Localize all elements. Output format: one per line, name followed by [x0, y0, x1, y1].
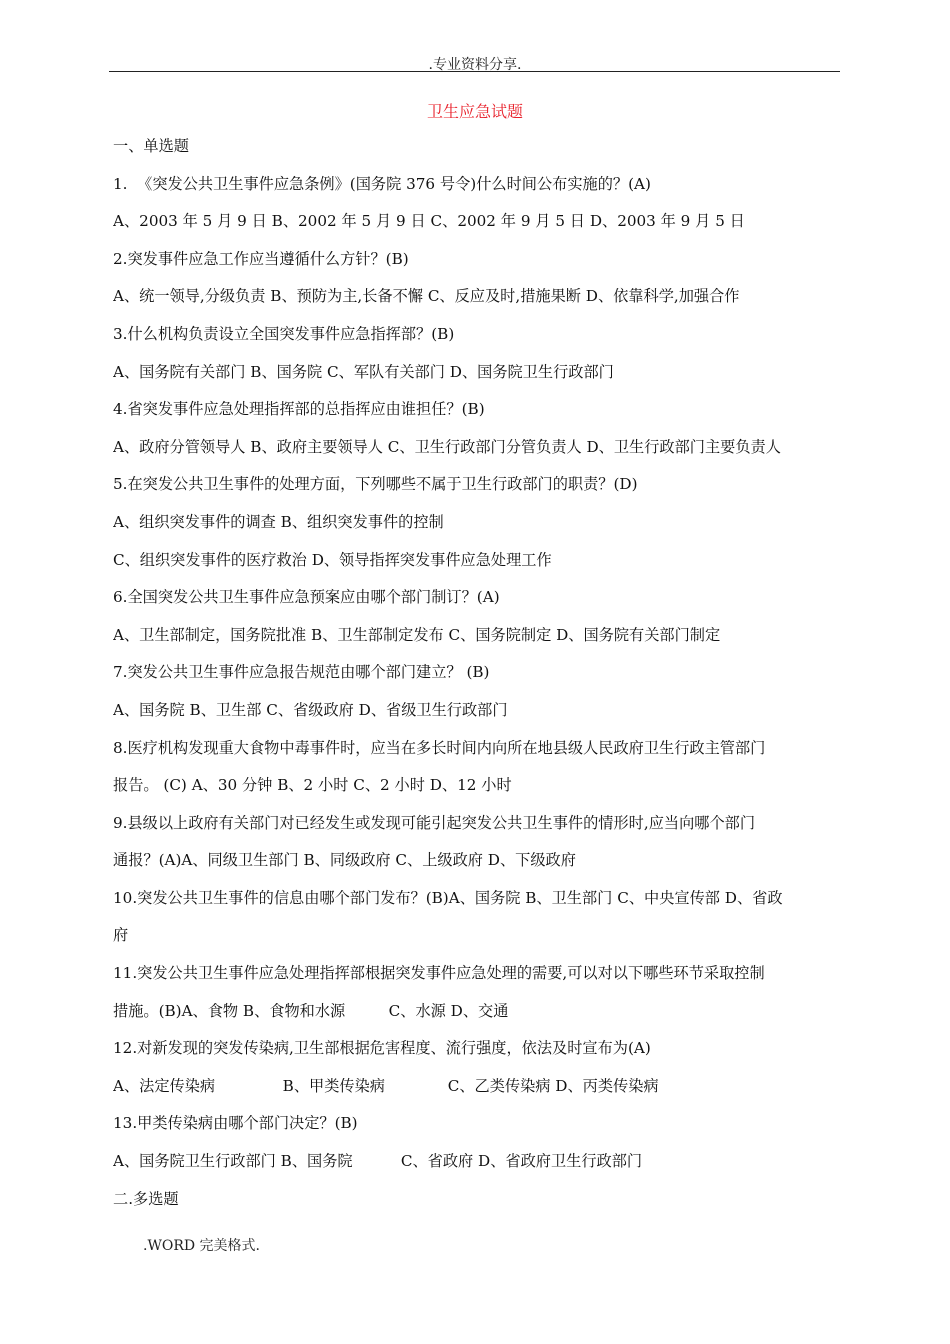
options-line: A、国务院 B、卫生部 C、省级政府 D、省级卫生行政部门	[113, 700, 508, 719]
question-line: 7.突发公共卫生事件应急报告规范由哪个部门建立？ (B)	[113, 663, 490, 682]
question-list	[113, 128, 845, 1218]
question-line: 9.县级以上政府有关部门对已经发生或发现可能引起突发公共卫生事件的情形时,应当向哪个部门	[113, 813, 756, 832]
document-title: 卫生应急试题	[426, 102, 523, 121]
question-line: 12.对新发现的突发传染病,卫生部根据危害程度、流行强度，依法及时宣布为(A)	[113, 1039, 651, 1058]
question-line: 3.什么机构负责设立全国突发事件应急指挥部？(B)	[113, 324, 455, 343]
options-line: A、组织突发事件的调查 B、组织突发事件的控制	[113, 512, 444, 531]
question-line: 6.全国突发公共卫生事件应急预案应由哪个部门制订？(A)	[113, 588, 500, 607]
header-divider	[109, 71, 840, 72]
page-footer-text: .WORD 完美格式.	[143, 1238, 260, 1254]
options-line: A、法定传染病 B、甲类传染病 C、乙类传染病 D、丙类传染病	[113, 1076, 659, 1095]
question-line: 1. 《突发公共卫生事件应急条例》(国务院 376 号令)什么时间公布实施的？(A)	[113, 174, 651, 193]
page-header-text: .专业资料分享.	[428, 57, 522, 73]
options-line: A、卫生部制定，国务院批准 B、卫生部制定发布 C、国务院制定 D、国务院有关部门制定	[113, 625, 721, 644]
question-line: 2.突发事件应急工作应当遵循什么方针？(B)	[113, 249, 409, 268]
question-line: 5.在突发公共卫生事件的处理方面，下列哪些不属于卫生行政部门的职责？(D)	[113, 475, 638, 494]
question-line: 10.突发公共卫生事件的信息由哪个部门发布？(B)A、国务院 B、卫生部门 C、中央宣传部 D、省政	[113, 888, 783, 907]
question-line-continued: 报告。 (C) A、30 分钟 B、2 小时 C、2 小时 D、12 小时	[113, 776, 512, 795]
options-line: A、2003 年 5 月 9 日 B、2002 年 5 月 9 日 C、2002 年 9 月 5 日 D、2003 年 9 月 5 日	[113, 212, 745, 231]
options-line: A、国务院有关部门 B、国务院 C、军队有关部门 D、国务院卫生行政部门	[113, 362, 614, 381]
question-line-continued: 府	[113, 926, 129, 945]
question-line: 4.省突发事件应急处理指挥部的总指挥应由谁担任？(B)	[113, 400, 485, 419]
options-line: C、组织突发事件的医疗救治 D、领导指挥突发事件应急处理工作	[113, 550, 552, 569]
section-heading-single-choice: 一、单选题	[113, 137, 189, 155]
question-line-continued: 措施。(B)A、食物 B、食物和水源 C、水源 D、交通	[113, 1001, 509, 1020]
question-line: 8.医疗机构发现重大食物中毒事件时，应当在多长时间内向所在地县级人民政府卫生行政主管部门	[113, 738, 766, 757]
options-line: A、政府分管领导人 B、政府主要领导人 C、卫生行政部门分管负责人 D、卫生行政部门主要负责人	[113, 437, 781, 456]
question-line: 13.甲类传染病由哪个部门决定？(B)	[113, 1114, 358, 1133]
options-line: A、统一领导,分级负责 B、预防为主,长备不懈 C、反应及时,措施果断 D、依靠科学,加强合作	[113, 287, 740, 306]
question-line-continued: 通报？(A)A、同级卫生部门 B、同级政府 C、上级政府 D、下级政府	[113, 851, 576, 870]
question-line: 11.突发公共卫生事件应急处理指挥部根据突发事件应急处理的需要,可以对以下哪些环节采取控制	[113, 964, 765, 983]
section-heading-multiple-choice: 二.多选题	[113, 1189, 179, 1208]
options-line: A、国务院卫生行政部门 B、国务院 C、省政府 D、省政府卫生行政部门	[113, 1152, 643, 1171]
